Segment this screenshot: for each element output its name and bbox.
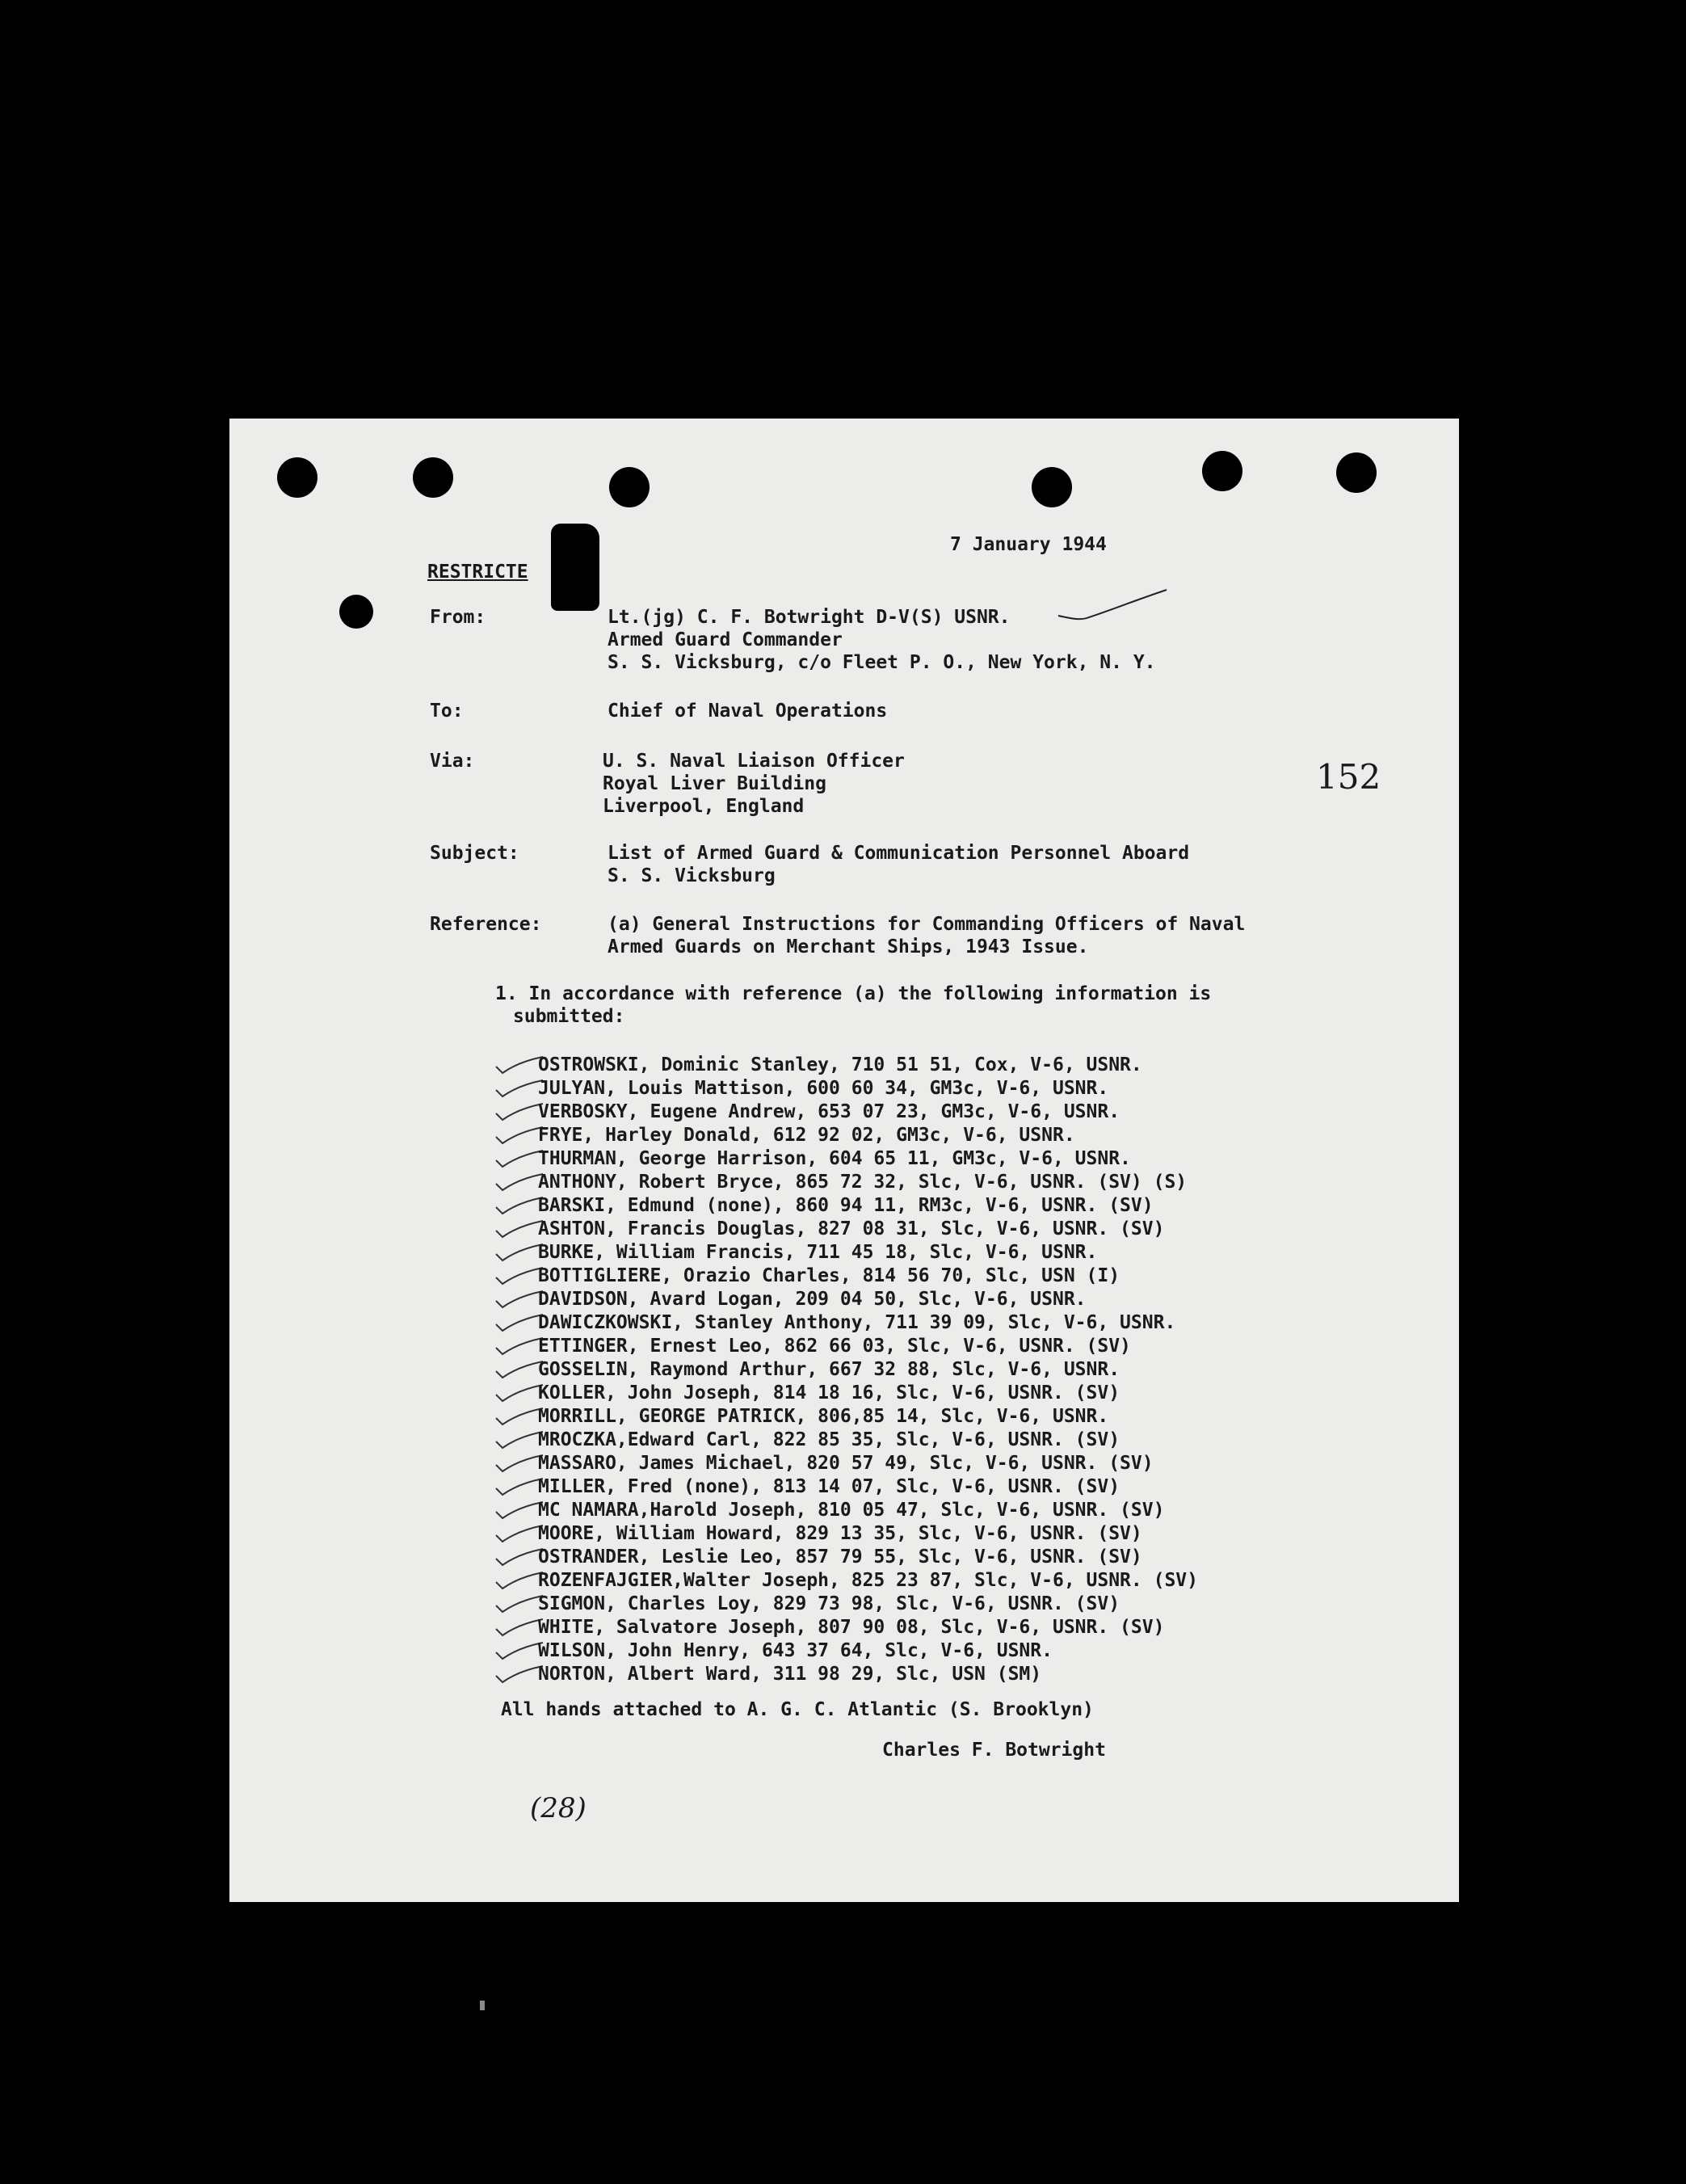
punch-hole: [339, 595, 373, 629]
checkmark-icon: [494, 1126, 544, 1147]
roster-entry-text: ASHTON, Francis Douglas, 827 08 31, Slc, V-6, USNR. (SV): [538, 1218, 1165, 1239]
punch-hole: [1202, 451, 1242, 491]
checkmark-icon: [494, 1383, 544, 1404]
punch-hole: [609, 467, 650, 507]
checkmark-icon: [494, 1313, 544, 1334]
roster-entry-text: GOSSELIN, Raymond Arthur, 667 32 88, Slc, V-6, USNR.: [538, 1359, 1120, 1380]
checkmark-icon: [494, 1290, 544, 1311]
punch-hole: [413, 457, 453, 498]
roster-entry-text: OSTRANDER, Leslie Leo, 857 79 55, Slc, V-6, USNR. (SV): [538, 1546, 1142, 1568]
roster-entry-text: VERBOSKY, Eugene Andrew, 653 07 23, GM3c, V-6, USNR.: [538, 1101, 1120, 1122]
checkmark-icon: [494, 1219, 544, 1240]
checkmark-icon: [494, 1571, 544, 1592]
via-label: Via:: [430, 751, 475, 772]
subject-block: [608, 842, 1189, 887]
checkmark-icon: [494, 1079, 544, 1100]
punch-hole: [1032, 467, 1072, 507]
checkmark-icon: [494, 1454, 544, 1475]
checkmark-icon: [494, 1641, 544, 1662]
from-line: Armed Guard Commander: [608, 629, 843, 650]
document-page: [229, 419, 1459, 1902]
checkmark-icon: [494, 1196, 544, 1217]
checkmark-icon: [494, 1149, 544, 1170]
roster-entry-text: MC NAMARA,Harold Joseph, 810 05 47, Slc, V-6, USNR. (SV): [538, 1500, 1165, 1521]
subject-line: S. S. Vicksburg: [608, 865, 776, 886]
body-paragraph: [495, 983, 1211, 1028]
checkmark-icon: [494, 1336, 544, 1357]
paragraph-line: 1. In accordance with reference (a) the following information is: [495, 983, 1212, 1004]
attached-line: All hands attached to A. G. C. Atlantic (S. Brooklyn): [501, 1699, 1094, 1720]
via-line: U. S. Naval Liaison Officer: [603, 751, 905, 772]
roster-entry-text: BOTTIGLIERE, Orazio Charles, 814 56 70, Slc, USN (I): [538, 1265, 1120, 1286]
roster-entry-text: ETTINGER, Ernest Leo, 862 66 03, Slc, V-6, USNR. (SV): [538, 1336, 1131, 1357]
redaction-blot: [551, 524, 599, 611]
signature-line: Charles F. Botwright: [882, 1740, 1106, 1761]
from-line: S. S. Vicksburg, c/o Fleet P. O., New York, N. Y.: [608, 652, 1156, 673]
roster-entry-text: MROCZKA,Edward Carl, 822 85 35, Slc, V-6, USNR. (SV): [538, 1429, 1120, 1450]
checkmark-icon: [494, 1664, 544, 1685]
from-label: From:: [430, 607, 486, 628]
via-line: Liverpool, England: [603, 796, 805, 817]
roster-entry-text: MOORE, William Howard, 829 13 35, Slc, V-6, USNR. (SV): [538, 1523, 1142, 1544]
roster-entry-text: MASSARO, James Michael, 820 57 49, Slc, V-6, USNR. (SV): [538, 1453, 1154, 1474]
checkmark-icon: [494, 1102, 544, 1123]
from-line: Lt.(jg) C. F. Botwright D-V(S) USNR.: [608, 607, 1011, 628]
roster-entry-text: FRYE, Harley Donald, 612 92 02, GM3c, V-6, USNR.: [538, 1125, 1075, 1146]
roster-entry-text: WHITE, Salvatore Joseph, 807 90 08, Slc, V-6, USNR. (SV): [538, 1617, 1165, 1638]
roster-entry-text: OSTROWSKI, Dominic Stanley, 710 51 51, Cox, V-6, USNR.: [538, 1054, 1142, 1075]
page-number: 152: [1316, 757, 1381, 797]
roster-entry-text: KOLLER, John Joseph, 814 18 16, Slc, V-6, USNR. (SV): [538, 1382, 1120, 1403]
roster-entry-text: JULYAN, Louis Mattison, 600 60 34, GM3c, V-6, USNR.: [538, 1078, 1109, 1099]
checkmark-icon: [494, 1618, 544, 1639]
checkmark-icon: [494, 1407, 544, 1428]
via-block: [603, 750, 905, 818]
roster-entry-text: DAVIDSON, Avard Logan, 209 04 50, Slc, V-6, USNR.: [538, 1289, 1087, 1310]
paragraph-line: submitted:: [513, 1006, 625, 1027]
to-line: Chief of Naval Operations: [608, 701, 888, 722]
roster-entry-text: BARSKI, Edmund (none), 860 94 11, RM3c, V-6, USNR. (SV): [538, 1195, 1154, 1216]
punch-hole: [1336, 452, 1377, 493]
checkmark-icon: [494, 1430, 544, 1451]
checkmark-icon: [494, 1055, 544, 1076]
checkmark-icon: [494, 1594, 544, 1615]
reference-label: Reference:: [430, 914, 542, 935]
roster-entry-text: WILSON, John Henry, 643 37 64, Slc, V-6, USNR.: [538, 1640, 1053, 1661]
checkmark-icon: [1057, 585, 1170, 625]
roster-entry-text: SIGMON, Charles Loy, 829 73 98, Slc, V-6, USNR. (SV): [538, 1593, 1120, 1614]
roster-entry-text: THURMAN, George Harrison, 604 65 11, GM3c, V-6, USNR.: [538, 1148, 1131, 1169]
handwritten-count: (28): [530, 1792, 587, 1824]
roster-entry-text: ANTHONY, Robert Bryce, 865 72 32, Slc, V-6, USNR. (SV) (S): [538, 1172, 1188, 1193]
roster-entry-text: DAWICZKOWSKI, Stanley Anthony, 711 39 09, Slc, V-6, USNR.: [538, 1312, 1176, 1333]
reference-block: [608, 913, 1245, 958]
restricted-label: RESTRICTE: [427, 562, 528, 583]
document-date: 7 January 1944: [950, 534, 1107, 555]
checkmark-icon: [494, 1524, 544, 1545]
checkmark-icon: [494, 1243, 544, 1264]
checkmark-icon: [494, 1500, 544, 1521]
checkmark-icon: [494, 1360, 544, 1381]
reference-line: Armed Guards on Merchant Ships, 1943 Issue.: [608, 936, 1089, 957]
via-line: Royal Liver Building: [603, 773, 826, 794]
roster-entry-text: NORTON, Albert Ward, 311 98 29, Slc, USN (SM): [538, 1664, 1042, 1685]
to-label: To:: [430, 701, 464, 722]
checkmark-icon: [494, 1547, 544, 1568]
subject-line: List of Armed Guard & Communication Personnel Aboard: [608, 843, 1190, 864]
roster-entry-text: BURKE, William Francis, 711 45 18, Slc, V-6, USNR.: [538, 1242, 1098, 1263]
subject-label: Subject:: [430, 843, 519, 864]
punch-hole: [277, 457, 317, 498]
roster-entry-text: ROZENFAJGIER,Walter Joseph, 825 23 87, Slc, V-6, USNR. (SV): [538, 1570, 1198, 1591]
roster-entry-text: MILLER, Fred (none), 813 14 07, Slc, V-6, USNR. (SV): [538, 1476, 1120, 1497]
roster-entry-text: MORRILL, GEORGE PATRICK, 806,85 14, Slc, V-6, USNR.: [538, 1406, 1109, 1427]
checkmark-icon: [494, 1477, 544, 1498]
reference-line: (a) General Instructions for Commanding Officers of Naval: [608, 914, 1246, 935]
speck: [480, 2001, 485, 2010]
checkmark-icon: [494, 1172, 544, 1193]
checkmark-icon: [494, 1266, 544, 1287]
